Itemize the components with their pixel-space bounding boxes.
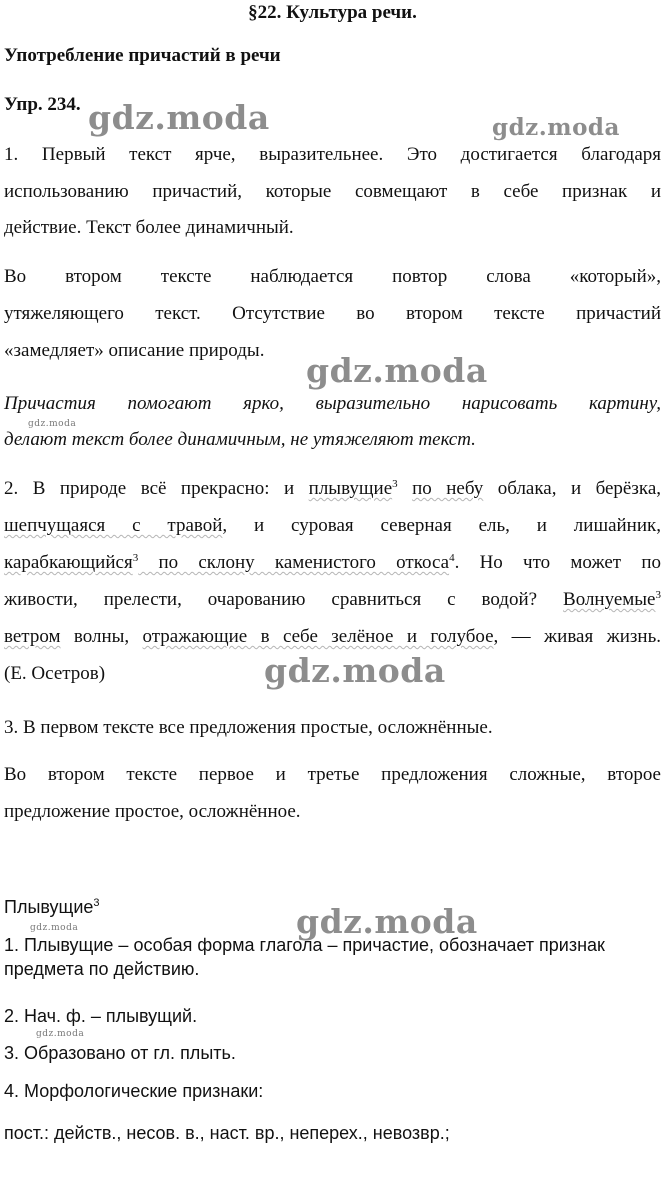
text-run: волны, <box>60 626 143 647</box>
text-run: 2. В природе всё прекрасно: и <box>4 478 309 499</box>
footnote-mark: 3 <box>132 552 139 564</box>
participle-plyvushchie: плывущие <box>308 478 393 499</box>
watermark: gdz.moda <box>264 651 446 690</box>
participle-karabkayushchiysya: карабкающийся <box>4 552 133 573</box>
text-run: . Но что может по <box>454 552 661 573</box>
analysis-item1-line1: 1. Плывущие – особая форма глагола – причастие, обозначает признак <box>4 935 605 955</box>
participle-volnuemye: Волнуемые <box>563 589 656 610</box>
analysis-item1-line2: предмета по действию. <box>4 959 200 979</box>
page-title: §22. Культура речи. <box>248 2 417 23</box>
text-run: , — живая жизнь. <box>493 626 661 647</box>
watermark: gdz.moda <box>306 351 488 390</box>
participle-phrase-shepchushchayasya: шепчущаяся с травой <box>4 515 223 536</box>
conclusion-line2: делают текст более динамичным, не утяжеляют текст. <box>4 429 476 450</box>
text-run <box>398 478 412 499</box>
watermark: gdz.moda <box>30 923 79 933</box>
footnote-mark: 3 <box>93 897 100 909</box>
word-vetrom: ветром <box>4 626 61 647</box>
analysis-item5: пост.: действ., несов. в., наст. вр., неперех., невозвр.; <box>4 1123 450 1143</box>
phrase-po-nebu: по небу <box>412 478 484 499</box>
exercise-number: Упр. 234. <box>4 94 81 115</box>
part2-line3 <box>4 552 661 574</box>
footnote-mark: 4 <box>449 552 455 564</box>
part3-line2: Во втором тексте первое и третье предложения сложные, второе <box>4 764 661 785</box>
watermark: gdz.moda <box>88 98 270 137</box>
section-heading: Употребление причастий в речи <box>4 45 281 66</box>
part1-line3: действие. Текст более динамичный. <box>4 217 294 238</box>
conclusion-line1: Причастия помогают ярко, выразительно нарисовать картину, <box>4 393 661 414</box>
part2-line5 <box>4 626 661 648</box>
part1-line4: Во втором тексте наблюдается повтор слова «который», <box>4 266 661 287</box>
watermark: gdz.moda <box>296 902 478 941</box>
watermark: gdz.moda <box>28 419 77 429</box>
part3-line3: предложение простое, осложнённое. <box>4 801 301 822</box>
analysis-item4: 4. Морфологические признаки: <box>4 1081 264 1101</box>
watermark: gdz.moda <box>36 1029 85 1039</box>
part3-line1: 3. В первом тексте все предложения простые, осложнённые. <box>4 717 493 738</box>
footnote-mark: 3 <box>655 589 661 601</box>
analysis-word-text: Плывущие <box>4 897 94 917</box>
part1-line6: «замедляет» описание природы. <box>4 340 265 361</box>
part1-line1: 1. Первый текст ярче, выразительнее. Это достигается благодаря <box>4 144 661 165</box>
phrase-po-sklonu: по склону каменистого откоса <box>138 552 450 573</box>
part1-line5: утяжеляющего текст. Отсутствие во втором тексте причастий <box>4 303 661 324</box>
watermark: gdz.moda <box>492 114 620 141</box>
analysis-item3: 3. Образовано от гл. плыть. <box>4 1043 236 1063</box>
text-run: живости, прелести, очарованию сравниться с водой? <box>4 589 564 610</box>
part1-line2: использованию причастий, которые совмещают в себе признак и <box>4 181 661 202</box>
text-run: , и суровая северная ель, и лишайник, <box>222 515 661 536</box>
footnote-mark: 3 <box>392 478 398 490</box>
part2-line2 <box>4 515 661 537</box>
participle-phrase-otrazhayushchie: отражающие в себе зелёное и голубое <box>142 626 494 647</box>
text-run: облака, и берёзка, <box>483 478 661 499</box>
analysis-item2: 2. Нач. ф. – плывущий. <box>4 1006 198 1026</box>
part2-line4 <box>4 589 661 611</box>
author-credit: (Е. Осетров) <box>4 663 106 684</box>
part2-line1 <box>4 478 661 500</box>
